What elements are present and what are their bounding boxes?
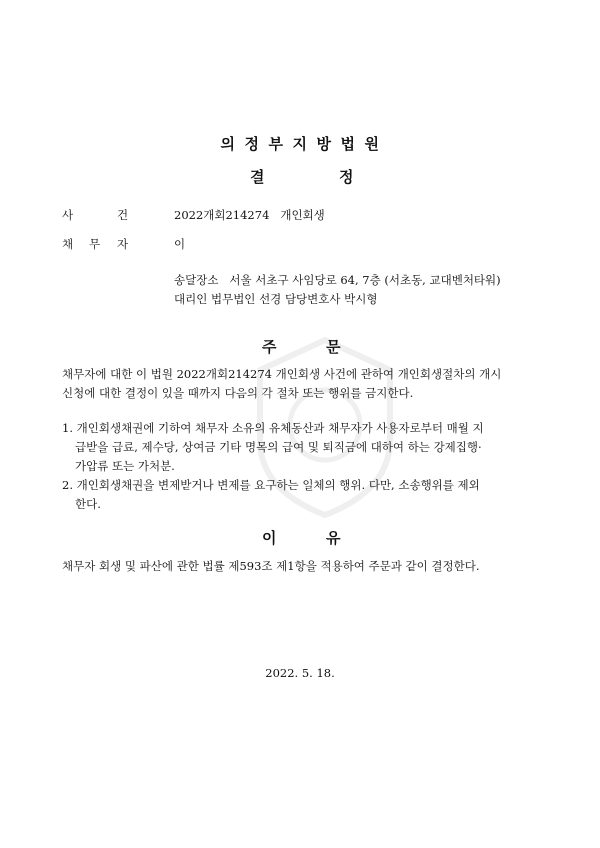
- debtor-label-char: 무: [89, 237, 101, 251]
- court-name-char: 방: [316, 135, 332, 153]
- court-name-char: 원: [364, 135, 380, 153]
- order-item-1-line: 1. 개인회생채권에 기하여 채무자 소유의 유체동산과 채무자가 사용자로부터 매월 지: [62, 421, 484, 435]
- debtor-label-char: 채: [62, 237, 74, 251]
- order-item-1-line: 가압류 또는 가처분.: [75, 459, 175, 473]
- reason-title-second: [326, 527, 341, 548]
- order-title-char: 문: [326, 338, 341, 356]
- attorney-info: 대리인 법무법인 선경 담당변호사 박시형: [174, 292, 378, 306]
- order-item-2-line: 한다.: [75, 497, 101, 511]
- reason-title: [262, 527, 277, 548]
- reason-text: 채무자 회생 및 파산에 관한 법률 제593조 제1항을 적용하여 주문과 같이 결정한다.: [62, 559, 480, 573]
- court-name: [0, 133, 600, 154]
- document-title: [250, 166, 265, 187]
- order-item-2-line: 2. 개인회생채권을 변제받거나 변제를 요구하는 일체의 행위. 다만, 소송행위를 제외: [62, 478, 480, 492]
- debtor-label: [62, 236, 73, 252]
- reason-title-char: 이: [262, 529, 277, 547]
- court-name-char: 의: [220, 135, 236, 153]
- decision-date: 2022. 5. 18.: [265, 666, 335, 680]
- order-title: [262, 336, 277, 357]
- debtor-name: 이: [174, 237, 186, 251]
- document-title-char: 결: [250, 168, 265, 186]
- debtor-label-char: 자: [117, 237, 129, 251]
- order-title-second: [326, 336, 341, 357]
- case-label-second: [117, 207, 128, 223]
- court-name-char: 법: [340, 135, 356, 153]
- reason-title-char: 유: [326, 529, 341, 547]
- case-label-char: 사: [62, 208, 74, 222]
- case-number: 2022개회214274 개인회생: [174, 208, 325, 222]
- court-name-char: 부: [268, 135, 284, 153]
- order-item-1-line: 급받을 급료, 제수당, 상여금 기타 명목의 급여 및 퇴직금에 대하여 하는 강제집행·: [75, 440, 482, 454]
- debtor-label-second: [89, 236, 100, 252]
- delivery-address: 송달장소 서울 서초구 사임당로 64, 7층 (서초동, 교대벤처타워): [174, 273, 501, 287]
- case-label: [62, 207, 73, 223]
- court-name-char: 정: [244, 135, 260, 153]
- debtor-label-third: [117, 236, 128, 252]
- order-intro-line: 채무자에 대한 이 법원 2022개회214274 개인회생 사건에 관하여 개인회생절차의 개시: [62, 367, 502, 381]
- court-name-char: 지: [292, 135, 308, 153]
- order-title-char: 주: [262, 338, 277, 356]
- document-title-char: 정: [339, 168, 354, 186]
- order-intro-line: 신청에 대한 결정이 있을 때까지 다음의 각 절차 또는 행위를 금지한다.: [62, 386, 414, 400]
- document-title-second: [339, 166, 354, 187]
- case-label-char: 건: [117, 208, 129, 222]
